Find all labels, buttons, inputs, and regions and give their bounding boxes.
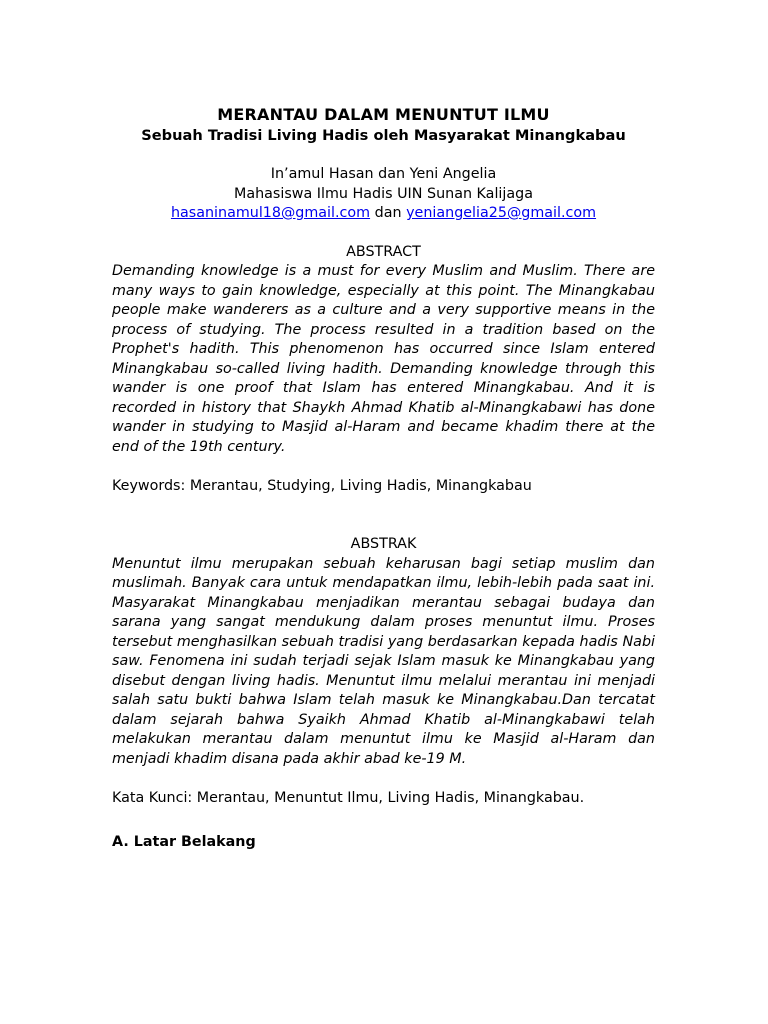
email-link-angelia[interactable]: yeniangelia25@gmail.com <box>406 205 597 221</box>
paper-subtitle: Sebuah Tradisi Living Hadis oleh Masyarakat Minangkabau <box>141 127 626 144</box>
paper-title: MERANTAU DALAM MENUNTUT ILMU <box>217 105 550 124</box>
abstrak-heading: ABSTRAK <box>350 536 417 552</box>
document-content <box>112 104 655 853</box>
abstract-body: Demanding knowledge is a must for every Muslim and Muslim. There are many ways to gain knowledge, especially at this point. The Minangkabau people make wanderers as a culture and a very supportive means in the process of studying. The process resulted in a tradition based on the Prophet's hadith. This phenomenon has occurred since Islam entered Minangkabau so-called living hadith. Demanding knowledge through this wander is one proof that Islam has entered Minangkabau. And it is recorded in history that Shaykh Ahmad Khatib al-Minangkabawi has done wander in studying to Masjid al-Haram and became khadim there at the end of the 19th century. <box>112 263 655 455</box>
author-affiliation: Mahasiswa Ilmu Hadis UIN Sunan Kalijaga <box>234 185 533 202</box>
keywords: Keywords: Merantau, Studying, Living Hadis, Minangkabau <box>112 477 532 494</box>
email-link-hasan[interactable]: hasaninamul18@gmail.com <box>170 205 371 221</box>
section-heading-latar-belakang: A. Latar Belakang <box>112 834 256 850</box>
author-names: In’amul Hasan dan Yeni Angelia <box>270 166 497 182</box>
author-emails <box>112 204 655 224</box>
abstract-heading: ABSTRACT <box>346 243 421 260</box>
kata-kunci: Kata Kunci: Merantau, Menuntut Ilmu, Living Hadis, Minangkabau. <box>112 789 585 806</box>
email-joiner: dan <box>374 205 402 221</box>
abstrak-body: Menuntut ilmu merupakan sebuah keharusan bagi setiap muslim dan muslimah. Banyak cara untuk mendapatkan ilmu, lebih-lebih pada saat ini. Masyarakat Minangkabau menjadikan merantau sebagai budaya dan sarana yang sangat mendukung dalam proses menuntut ilmu. Proses tersebut menghasilkan sebuah tradisi yang berdasarkan kepada hadis Nabi saw. Fenomena ini sudah terjadi sejak Islam masuk ke Minangkabau yang disebut dengan living hadis. Menuntut ilmu melalui merantau ini menjadi salah satu bukti bahwa Islam telah masuk ke Minangkabau.Dan tercatat dalam sejarah bahwa Syaikh Ahmad Khatib al-Minangkabawi telah melakukan merantau dalam menuntut ilmu ke Masjid al-Haram dan menjadi khadim disana pada akhir abad ke-19 M. <box>112 555 655 767</box>
